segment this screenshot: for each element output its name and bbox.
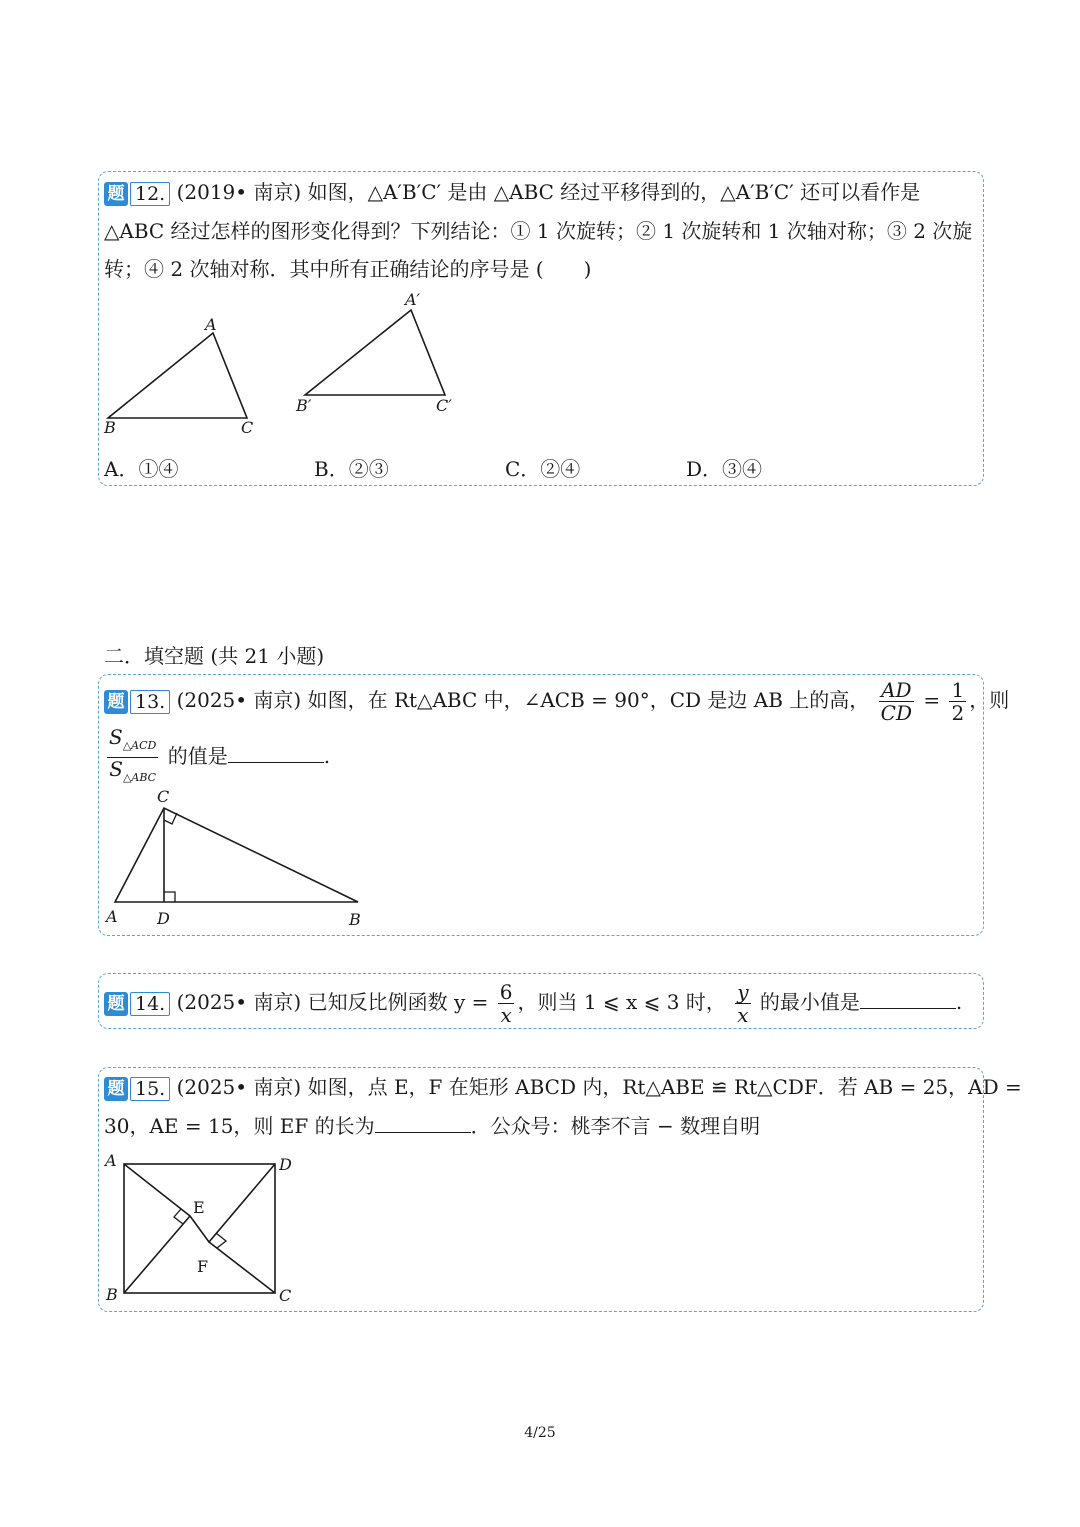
- q14-period: .: [955, 990, 963, 1014]
- q13-s-den: S: [109, 757, 123, 781]
- q13-s-num: S: [109, 725, 123, 749]
- q12-option-d[interactable]: D．③④: [686, 457, 763, 481]
- q12-label-a: A: [205, 315, 217, 334]
- q12-text-3: 转；④ 2 次轴对称．其中所有正确结论的序号是 ( ): [104, 257, 592, 281]
- q13-label-a: A: [106, 907, 118, 926]
- q13-tag: 题: [104, 690, 128, 714]
- segment-a-e-b: [124, 1164, 190, 1293]
- q15-number: 15.: [130, 1077, 170, 1101]
- q12-tag: 题: [104, 182, 128, 206]
- q13-period: .: [323, 744, 331, 768]
- q14-number: 14.: [130, 992, 170, 1016]
- page-number: 4/25: [524, 1425, 556, 1441]
- q13-text-2: 的值是: [167, 744, 228, 768]
- q13-frac-den: CD: [880, 701, 912, 725]
- q13-tail: ，则: [969, 688, 1010, 712]
- q15-tag: 题: [104, 1077, 128, 1101]
- q14-f-den: x: [500, 1003, 512, 1027]
- segment-d-f-c: [209, 1164, 275, 1293]
- q14-f-num: 6: [499, 980, 513, 1004]
- q12-label-b2: B′: [296, 396, 312, 415]
- q14-text-pre: (2025• 南京) 已知反比例函数 y =: [176, 990, 489, 1014]
- q12-option-c[interactable]: C．②④: [505, 457, 581, 481]
- q14-text-mid: ，则当 1 ⩽ x ⩽ 3 时，: [517, 990, 726, 1014]
- q15-label-f: F: [197, 1257, 209, 1276]
- section-heading: 二．填空题 (共 21 小题): [104, 644, 325, 668]
- q14-g-num: y: [737, 980, 749, 1004]
- q12-number: 12.: [130, 182, 170, 206]
- q13-s-den-sub: △ABC: [122, 771, 157, 784]
- q15-label-d: D: [279, 1155, 292, 1174]
- segment-ef: [190, 1216, 209, 1242]
- q13-half-num: 1: [951, 678, 965, 702]
- q14-text-post: 的最小值是: [759, 990, 860, 1014]
- q12-option-a[interactable]: A．①④: [104, 457, 179, 481]
- q14-g-den: x: [737, 1003, 749, 1027]
- right-angle-mark-f: [216, 1233, 226, 1248]
- q13-text-1: (2025• 南京) 如图，在 Rt△ABC 中，∠ACB = 90°，CD 是边 AB 上的高，: [176, 688, 870, 712]
- q15-label-a: A: [105, 1151, 117, 1170]
- q14-tag: 题: [104, 992, 128, 1016]
- q15-label-e: E: [193, 1198, 205, 1217]
- q12-label-c2: C′: [436, 396, 452, 415]
- q15-label-c: C: [279, 1286, 292, 1305]
- q12-label-a2: A′: [405, 290, 421, 309]
- q15-text-2a: 30，AE = 15，则 EF 的长为: [104, 1114, 375, 1138]
- q13-s-num-sub: △ACD: [122, 739, 157, 752]
- q13-half-den: 2: [951, 701, 965, 725]
- q13-number: 13.: [130, 690, 170, 714]
- right-angle-mark-e: [174, 1209, 183, 1224]
- q13-label-c: C: [157, 787, 170, 806]
- q12-text-1: (2019• 南京) 如图，△A′B′C′ 是由 △ABC 经过平移得到的，△A′B′C′ 还可以看作是: [176, 180, 921, 204]
- q15-text-2b: ．公众号：桃李不言 − 数理自明: [470, 1114, 761, 1138]
- q13-label-b: B: [349, 910, 361, 929]
- q12-label-b: B: [104, 418, 116, 437]
- q12-label-c: C: [241, 418, 254, 437]
- q15-label-b: B: [106, 1285, 118, 1304]
- q12-text-2: △ABC 经过怎样的图形变化得到？下列结论：① 1 次旋转；② 1 次旋转和 1 次轴对称；③ 2 次旋: [104, 219, 973, 243]
- q13-frac-num: AD: [879, 679, 914, 702]
- q12-option-b[interactable]: B．②③: [314, 457, 389, 481]
- q13-label-d: D: [157, 909, 170, 928]
- q15-text-1: (2025• 南京) 如图，点 E，F 在矩形 ABCD 内，Rt△ABE ≌ Rt△CDF．若 AB = 25，AD =: [176, 1075, 1022, 1099]
- q13-equals: =: [923, 688, 941, 712]
